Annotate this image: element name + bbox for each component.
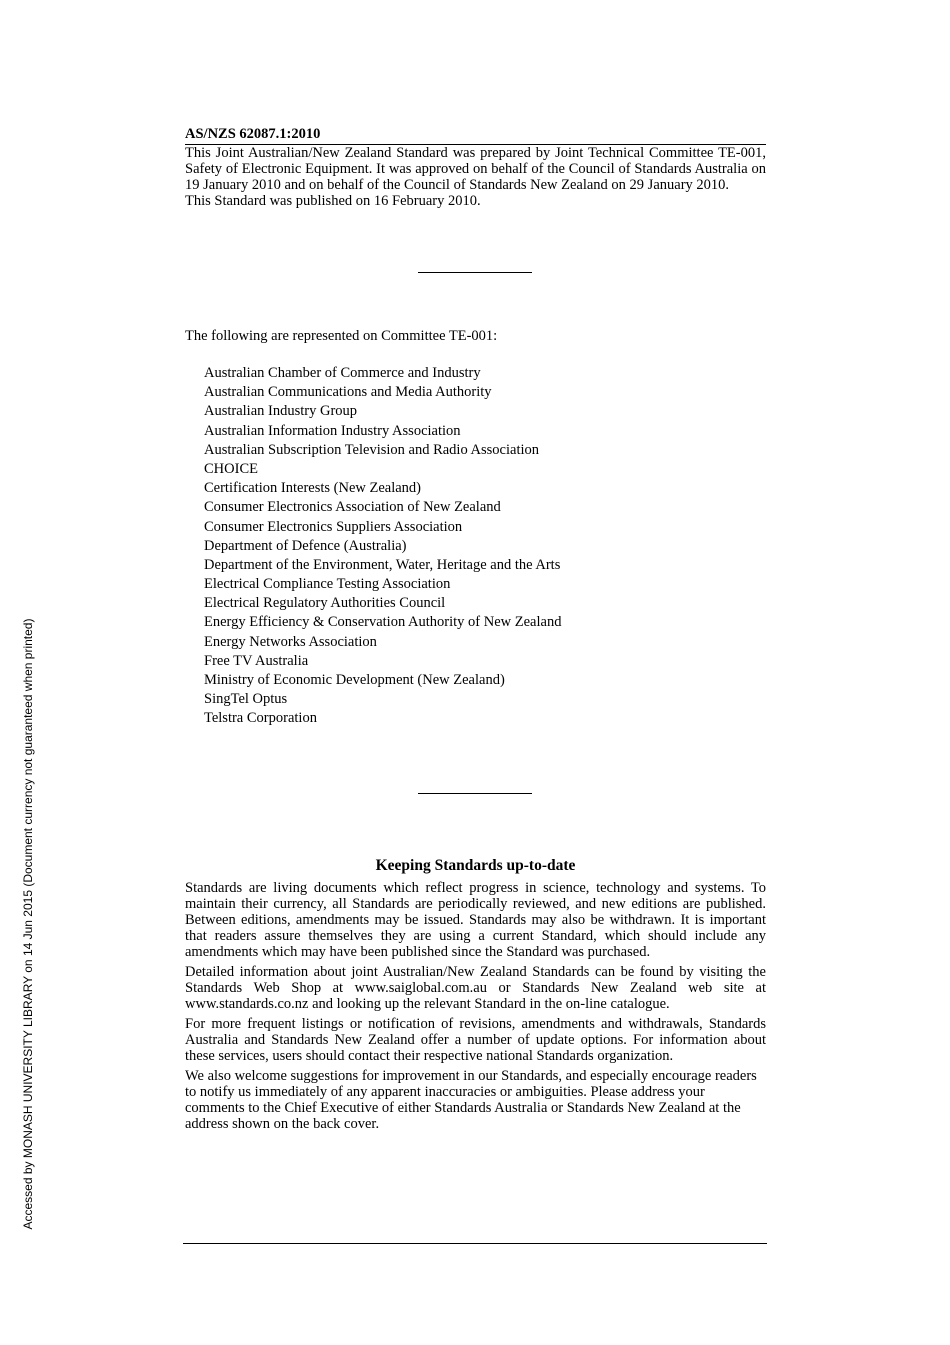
committee-member: Ministry of Economic Development (New Zealand) [204,672,505,688]
committee-member: Energy Networks Association [204,633,377,650]
committee-member: Electrical Compliance Testing Association [204,576,451,593]
keeping-paragraph: Standards are living documents which reflect progress in science, technology and systems. To maintain their currency, all Standards are periodically reviewed, and new editions are published. Between editions, amendments may be issued. Standards may also be withdrawn. It is important that readers assure themselves they are using a current Standard, which should include any amendments which may have been published since the Standard was purchased. [185,880,766,960]
keeping-paragraph: For more frequent listings or notification of revisions, amendments and withdrawals, Standards Australia and Standards New Zealand offer a number of update options. For information about these services, users should contact their respective national Standards organization. [185,1016,766,1064]
keeping-paragraph: We also welcome suggestions for improvement in our Standards, and especially encourage readers to notify us immediately of any apparent inaccuracies or ambiguities. Please address your comments to the Chief Executive of either Standards Australia or Standards New Zealand at the address shown on the back cover. [185,1068,757,1132]
access-watermark-text: Accessed by MONASH UNIVERSITY LIBRARY on 14 Jun 2015 (Document currency not guaranteed when printed) [21,618,35,1230]
committee-member: SingTel Optus [204,691,288,708]
footer-rule [183,1243,767,1244]
document-page [185,0,766,1345]
keeping-paragraph: Detailed information about joint Australian/New Zealand Standards can be found by visiting the Standards Web Shop at www.saiglobal.com.au or Standards New Zealand web site at www.standards.co.nz and looking up the relevant Standard in the on-line catalogue. [185,964,766,1012]
committee-member-list [204,364,561,729]
section-divider [418,793,532,794]
committee-member: Energy Efficiency & Conservation Authority of New Zealand [204,614,562,631]
committee-member: Consumer Electronics Association of New Zealand [204,499,501,516]
committee-member: Department of the Environment, Water, Heritage and the Arts [204,556,561,573]
document-id: AS/NZS 62087.1:2010 [185,126,321,142]
committee-member: Department of Defence (Australia) [204,537,407,554]
committee-member: Telstra Corporation [204,710,317,727]
committee-member: Australian Communications and Media Authority [204,384,492,401]
published-line: This Standard was published on 16 February 2010. [185,193,481,209]
committee-member: Free TV Australia [204,652,309,669]
committee-member: Australian Chamber of Commerce and Industry [204,365,481,381]
committee-member: Australian Information Industry Association [204,422,461,439]
committee-member: Australian Subscription Television and Radio Association [204,441,540,458]
committee-member: Certification Interests (New Zealand) [204,480,422,497]
committee-member: CHOICE [204,460,258,477]
section-title: Keeping Standards up-to-date [375,857,576,874]
committee-member: Consumer Electronics Suppliers Association [204,518,463,535]
approval-paragraph: This Joint Australian/New Zealand Standard was prepared by Joint Technical Committee TE-001, Safety of Electronic Equipment. It was approved on behalf of the Council of Standards Australia on 19 January 2010 and on behalf of the Council of Standards New Zealand on 29 January 2010. [185,145,766,193]
committee-intro: The following are represented on Committee TE-001: [185,328,498,344]
approval-block [185,145,766,209]
keeping-standards-section [185,880,766,1136]
section-divider [418,272,532,273]
committee-member: Electrical Regulatory Authorities Council [204,595,446,612]
committee-member: Australian Industry Group [204,403,358,420]
